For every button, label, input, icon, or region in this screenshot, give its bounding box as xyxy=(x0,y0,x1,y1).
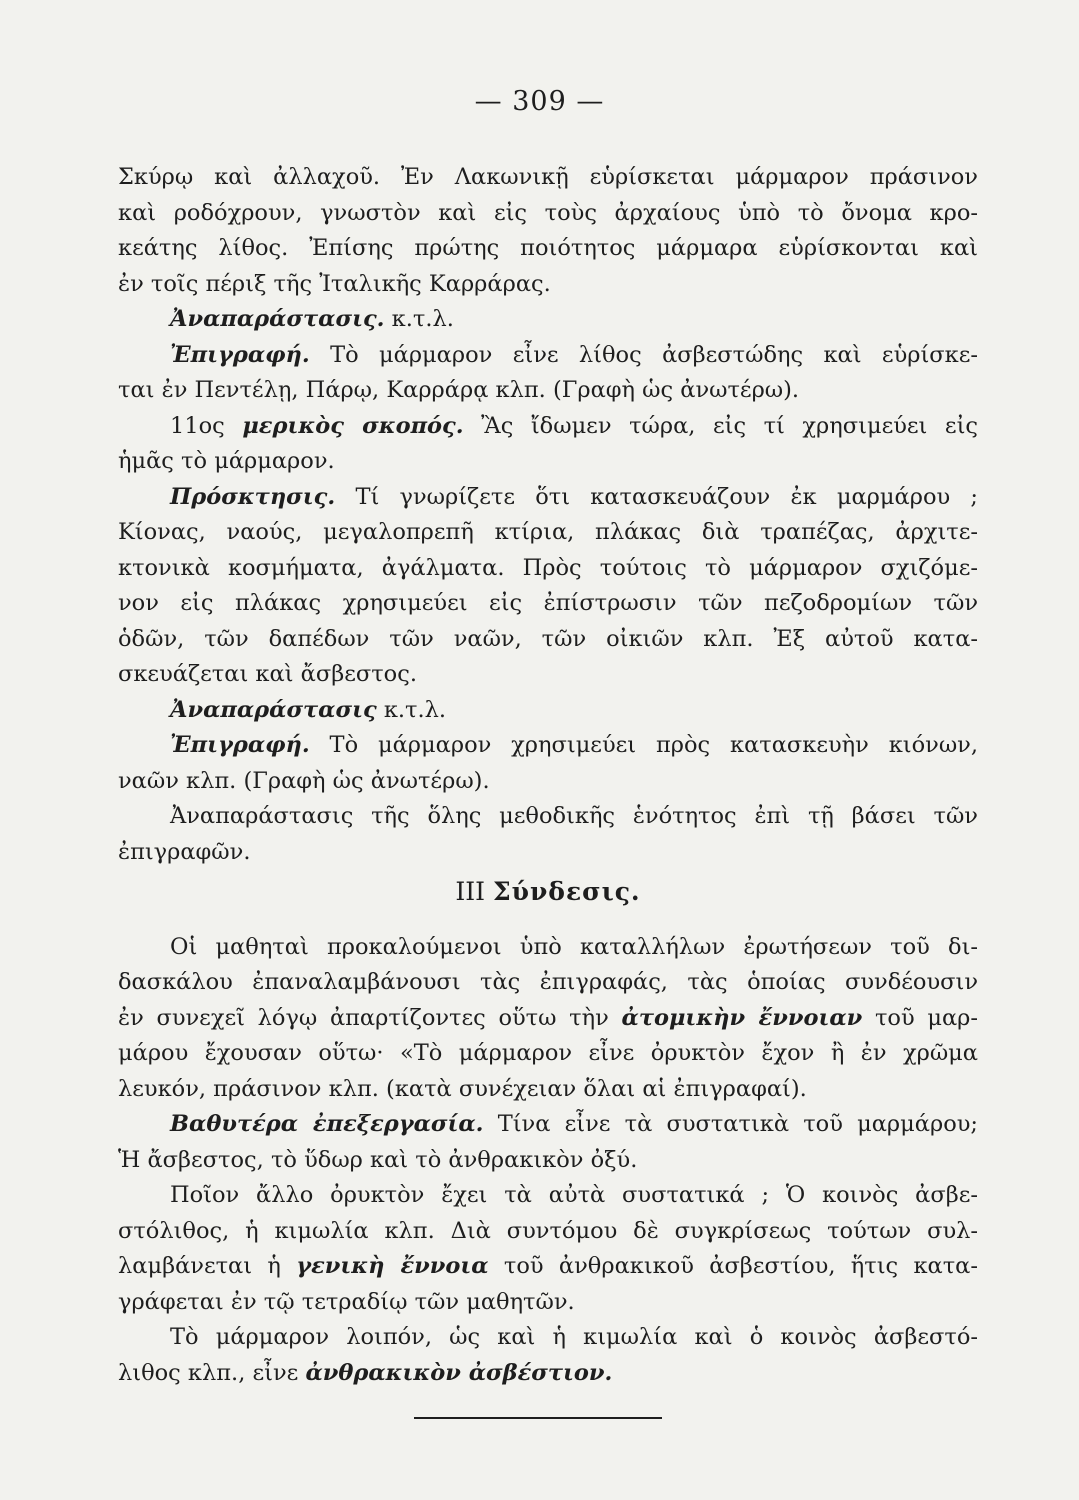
section-number: III xyxy=(455,877,493,906)
text-line: Κίονας, ναούς, μεγαλοπρεπῆ κτίρια, πλάκας διὰ τραπέζας, ἀρχιτε- xyxy=(118,519,978,545)
text-fragment: ἐν συνεχεῖ λόγῳ ἀπαρτίζοντες οὕτω τὴν xyxy=(118,1004,622,1031)
text-fragment: κ.τ.λ. xyxy=(384,306,454,332)
text-line: κτονικὰ κοσμήματα, ἀγάλματα. Πρὸς τούτοις τὸ μάρμαρον σχιζόμε- xyxy=(118,554,978,581)
bold-term: μερικὸς σκοπός. xyxy=(242,412,464,439)
text-fragment: Τί γνωρίζετε ὅτι κατασκευάζουν ἐκ μαρμάρου ; xyxy=(335,483,978,510)
text-line: Σκύρῳ καὶ ἀλλαχοῦ. Ἐν Λακωνικῇ εὑρίσκεται μάρμαρον πράσινον xyxy=(118,164,978,190)
text-line xyxy=(118,338,978,374)
text-line: μάρου ἔχουσαν οὕτω· «Τὸ μάρμαρον εἶνε ὀρυκτὸν ἔχον ἢ ἐν χρῶμα xyxy=(118,1040,978,1066)
section-title: Σύνδεσις. xyxy=(492,877,641,906)
text-line: Ἀναπαράστασις τῆς ὅλης μεθοδικῆς ἑνότητος ἐπὶ τῇ βάσει τῶν xyxy=(170,803,978,829)
section-heading xyxy=(118,874,978,910)
text-line: ἡμᾶς τὸ μάρμαρον. xyxy=(118,448,335,474)
bold-term: Βαθυτέρα ἐπεξεργασία. xyxy=(170,1111,484,1137)
bold-term: Ἐπιγραφή. xyxy=(170,732,310,758)
text-line xyxy=(118,480,978,516)
text-line: νον εἰς πλάκας χρησιμεύει εἰς ἐπίστρωσιν τῶν πεζοδρομίων τῶν xyxy=(118,590,978,616)
text-line: Ἡ ἄσβεστος, τὸ ὕδωρ καὶ τὸ ἀνθρακικὸν ὀξύ. xyxy=(118,1146,638,1173)
bold-term: Ἐπιγραφή. xyxy=(170,341,310,368)
bold-term: ἀνθρακικὸν ἀσβέστιον. xyxy=(305,1359,613,1386)
bold-term: Πρόσκτησις. xyxy=(170,483,336,510)
bold-term: Ἀναπαράστασις. xyxy=(170,306,385,332)
text-line: Τὸ μάρμαρον λοιπόν, ὡς καὶ ἡ κιμωλία καὶ ὁ κοινὸς ἀσβεστό- xyxy=(170,1324,978,1350)
text-fragment: Τὸ μάρμαρον εἶνε λίθος ἀσβεστώδης καὶ εὑρίσκε- xyxy=(309,341,978,368)
text-line: λευκόν, πράσινον κλπ. (κατὰ συνέχειαν ὅλαι αἱ ἐπιγραφαί). xyxy=(118,1075,807,1102)
text-fragment: Τὸ μάρμαρον χρησιμεύει πρὸς κατασκευὴν κιόνων, xyxy=(309,732,978,758)
body-text xyxy=(118,160,978,1391)
text-fragment: τοῦ ἀνθρακικοῦ ἀσβεστίου, ἥτις κατα- xyxy=(488,1253,978,1279)
text-fragment: λιθος κλπ., εἶνε xyxy=(118,1359,306,1386)
text-line xyxy=(118,728,978,764)
text-fragment: τοῦ μαρ- xyxy=(862,1004,978,1031)
text-line: Ποῖον ἄλλο ὀρυκτὸν ἔχει τὰ αὐτὰ συστατικά ; Ὁ κοινὸς ἀσβε- xyxy=(170,1182,978,1208)
bold-term: ἀτομικὴν ἔννοιαν xyxy=(621,1004,863,1031)
text-fragment: 11ος xyxy=(170,412,243,439)
text-line xyxy=(118,1107,978,1143)
text-line xyxy=(118,693,978,729)
bold-term: γενικὴ ἔννοια xyxy=(296,1253,489,1279)
text-line: καὶ ροδόχρουν, γνωστὸν καὶ εἰς τοὺς ἀρχαίους ὑπὸ τὸ ὄνομα κρο- xyxy=(118,199,978,226)
text-line xyxy=(118,1249,978,1285)
text-line: Οἱ μαθηταὶ προκαλούμενοι ὑπὸ καταλλήλων ἐρωτήσεων τοῦ δι- xyxy=(170,933,978,960)
text-line: δασκάλου ἐπαναλαμβάνουσι τὰς ἐπιγραφάς, τὰς ὁποίας συνδέουσιν xyxy=(118,969,978,995)
text-fragment: κ.τ.λ. xyxy=(376,696,447,723)
text-line: ἐν τοῖς πέριξ τῆς Ἰταλικῆς Καρράρας. xyxy=(118,270,551,297)
text-line: στόλιθος, ἡ κιμωλία κλπ. Διὰ συντόμου δὲ συγκρίσεως τούτων συλ- xyxy=(118,1217,978,1244)
text-line: γράφεται ἐν τῷ τετραδίῳ τῶν μαθητῶν. xyxy=(118,1288,575,1315)
text-line: σκευάζεται καὶ ἄσβεστος. xyxy=(118,661,417,687)
page-number: — 309 — xyxy=(474,86,605,117)
text-line: κεάτης λίθος. Ἐπίσης πρώτης ποιότητος μάρμαρα εὑρίσκονται καὶ xyxy=(118,235,978,261)
text-line: ναῶν κλπ. (Γραφὴ ὡς ἀνωτέρω). xyxy=(118,767,490,794)
text-line xyxy=(118,1356,978,1392)
text-line: ὁδῶν, τῶν δαπέδων τῶν ναῶν, τῶν οἰκιῶν κλπ. Ἐξ αὐτοῦ κατα- xyxy=(118,625,978,652)
text-line: ται ἐν Πεντέλῃ, Πάρῳ, Καρράρᾳ κλπ. (Γραφὴ ὡς ἀνωτέρω). xyxy=(118,377,800,403)
text-fragment: Τίνα εἶνε τὰ συστατικὰ τοῦ μαρμάρου; xyxy=(483,1111,978,1137)
text-line xyxy=(118,302,978,338)
text-line xyxy=(118,409,978,445)
text-fragment: Ἂς ἴδωμεν τώρα, εἰς τί χρησιμεύει εἰς xyxy=(463,412,979,439)
bold-term: Ἀναπαράστασις xyxy=(170,696,377,723)
text-line: ἐπιγραφῶν. xyxy=(118,838,251,865)
text-fragment: λαμβάνεται ἡ xyxy=(118,1253,297,1279)
end-rule xyxy=(414,1417,662,1419)
text-line xyxy=(118,1001,978,1037)
